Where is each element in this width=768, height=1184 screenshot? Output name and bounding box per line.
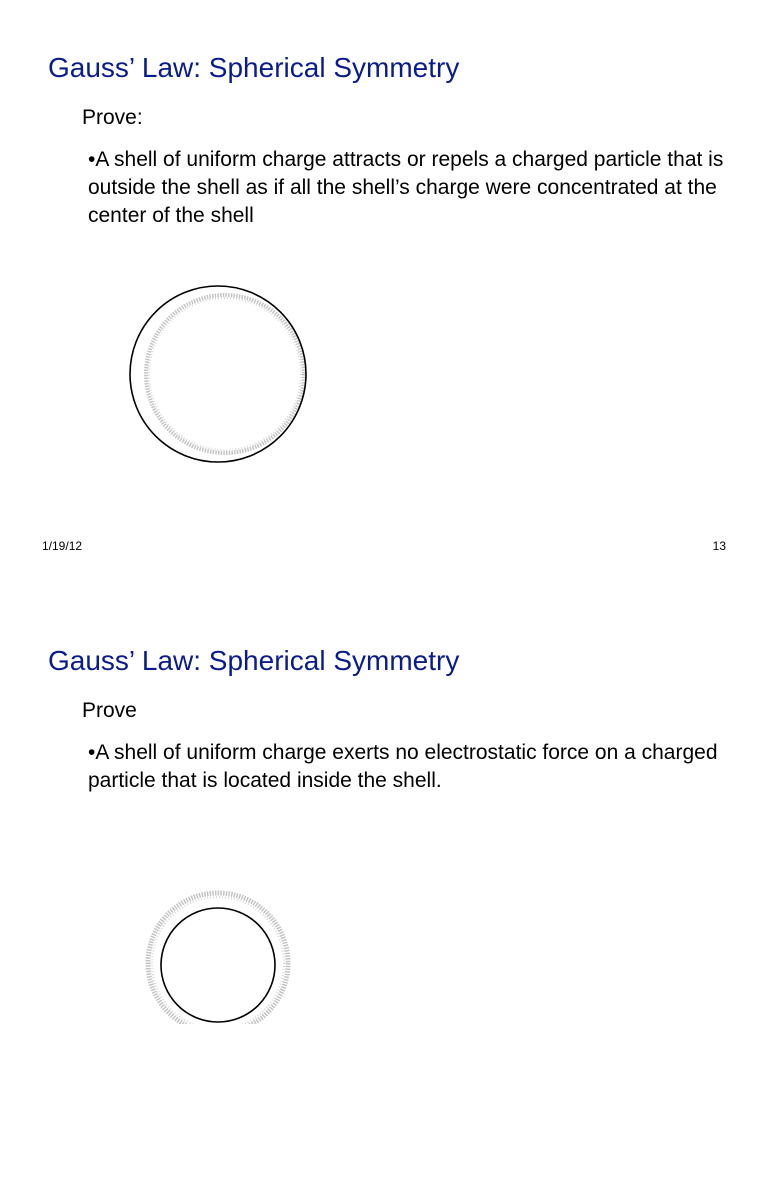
slide-title: Gauss’ Law: Spherical Symmetry (48, 52, 460, 83)
page-number: 13 (712, 539, 726, 553)
footer-date: 1/19/12 (42, 539, 83, 553)
slide-lead: Prove (82, 699, 137, 722)
charged-shell (146, 295, 304, 453)
charged-shell-texture (152, 897, 284, 1024)
slide-bullet: •A shell of uniform charge attracts or repels a charged particle that is outside the shell as if all the shell’s charge were concentrated at the center of the shell (88, 148, 724, 227)
slide-title: Gauss’ Law: Spherical Symmetry (48, 645, 460, 676)
gaussian-surface-outer (130, 286, 306, 462)
slide-bullet: •A shell of uniform charge exerts no electrostatic force on a charged particle that is located inside the shell. (88, 741, 718, 792)
shell-inside-diagram (0, 592, 768, 1024)
slide-14 (0, 592, 768, 1184)
gaussian-surface-inner (161, 908, 275, 1022)
charged-shell-texture (149, 298, 301, 450)
slide-lead: Prove: (82, 106, 143, 129)
charged-shell (148, 893, 288, 1024)
